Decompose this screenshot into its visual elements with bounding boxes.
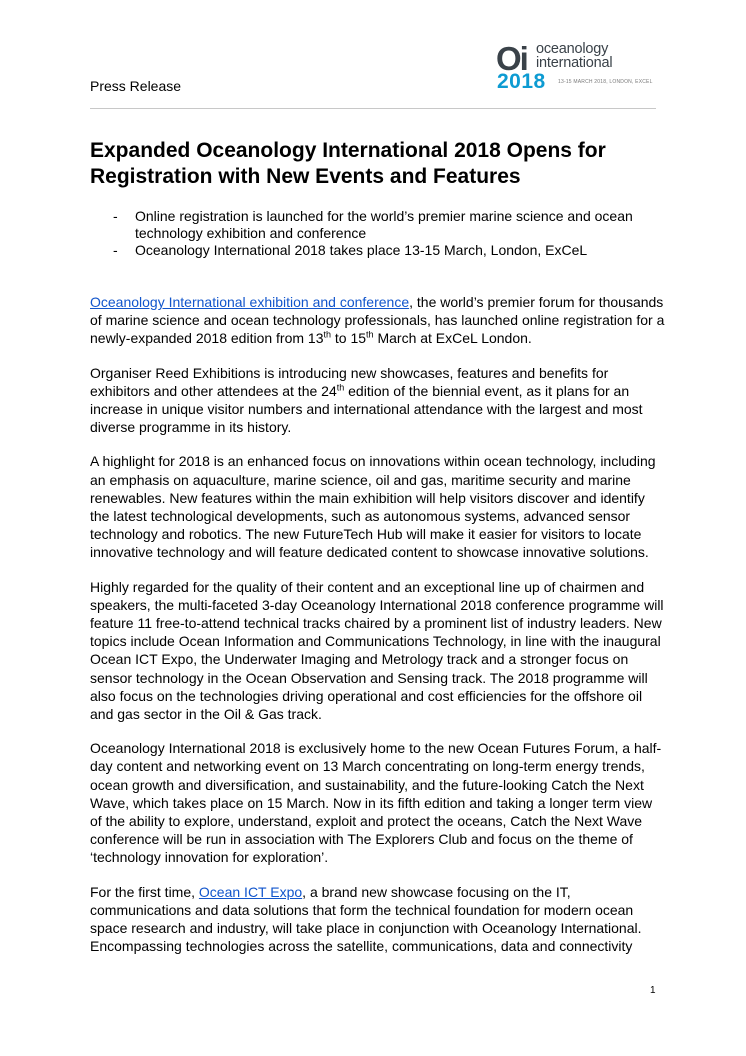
dash-bullet-icon: - bbox=[113, 242, 118, 258]
logo-line-international: international bbox=[536, 55, 613, 71]
key-point-item bbox=[113, 242, 653, 259]
logo-dates: 13-15 MARCH 2018, LONDON, EXCEL bbox=[558, 79, 653, 85]
logo-year: 2018 bbox=[497, 70, 546, 93]
press-release-body bbox=[90, 293, 665, 972]
key-point-text: Oceanology International 2018 takes place 13-15 March, London, ExCeL bbox=[135, 242, 588, 258]
oceanology-international-link[interactable]: Oceanology International exhibition and conference bbox=[90, 294, 410, 310]
paragraph-5: Oceanology International 2018 is exclusively home to the new Ocean Futures Forum, a half-day content and networking event on 13 March concentrating on long-term energy trends, ocean growth and diversification, and sustainability, and the future-looking Catch the Next Wave, which takes place on 15 March. Now in its fifth edition and taking a longer term view of the ability to explore, understand, exploit and protect the oceans, Catch the Next Wave conference will be run in association with The Explorers Club and focus on the theme of ‘technology innovation for exploration’. bbox=[90, 740, 662, 866]
logo-mark: Oi bbox=[496, 40, 527, 77]
key-points-list bbox=[113, 208, 653, 259]
oceanology-international-logo bbox=[496, 42, 658, 94]
press-release-label: Press Release bbox=[90, 78, 182, 94]
key-point-text: Online registration is launched for the world’s premier marine science and ocean technology exhibition and conference bbox=[135, 208, 633, 241]
ocean-ict-expo-link[interactable]: Ocean ICT Expo bbox=[198, 883, 303, 900]
paragraph-2: Organiser Reed Exhibitions is introducing new showcases, features and benefits for exhibitors and other attendees at the 24th edition of the biennial event, as it plans for an increase in unique visitor numbers and international attendance with the largest and most diverse programme in its history. bbox=[90, 364, 643, 436]
press-release-title: Expanded Oceanology International 2018 Opens for Registration with New Events and Features bbox=[90, 139, 606, 188]
paragraph-3: A highlight for 2018 is an enhanced focus on innovations within ocean technology, including an emphasis on aquaculture, marine science, oil and gas, maritime security and marine renewables. New features within the main exhibition will help visitors discover and identify the latest technological developments, such as autonomous systems, advanced sensor technology and robotics. The new FutureTech Hub will make it easier for visitors to locate innovative technology and will feature dedicated content to showcase innovative solutions. bbox=[90, 453, 656, 561]
page-number: 1 bbox=[650, 985, 656, 996]
paragraph-1: Oceanology International exhibition and conference, the world’s premier forum for thousands of marine science and ocean technology professionals, has launched online registration for a newly-expanded 2018 edition from 13th to 15th March at ExCeL London. bbox=[90, 294, 665, 347]
paragraph-6: For the first time, Ocean ICT Expo, a brand new showcase focusing on the IT, communications and data solutions that form the technical foundation for modern ocean space research and industry, will take place in conjunction with Oceanology International. Encompassing technologies across the satellite, communications, data and connectivity bbox=[90, 883, 642, 955]
header-divider bbox=[90, 108, 656, 109]
paragraph-4: Highly regarded for the quality of their content and an exceptional line up of chairmen and speakers, the multi-faceted 3-day Oceanology International 2018 conference programme will feature 11 free-to-attend technical tracks chaired by a prominent list of industry leaders. New topics include Ocean Information and Communications Technology, in line with the inaugural Ocean ICT Expo, the Underwater Imaging and Metrology track and a stronger focus on sensor technology in the Ocean Observation and Sensing track. The 2018 programme will also focus on the technologies driving operational and cost efficiencies for the offshore oil and gas sector in the Oil & Gas track. bbox=[90, 578, 664, 723]
dash-bullet-icon: - bbox=[113, 208, 118, 224]
key-point-item bbox=[113, 208, 653, 242]
logo-line-oceanology: oceanology bbox=[536, 41, 609, 57]
